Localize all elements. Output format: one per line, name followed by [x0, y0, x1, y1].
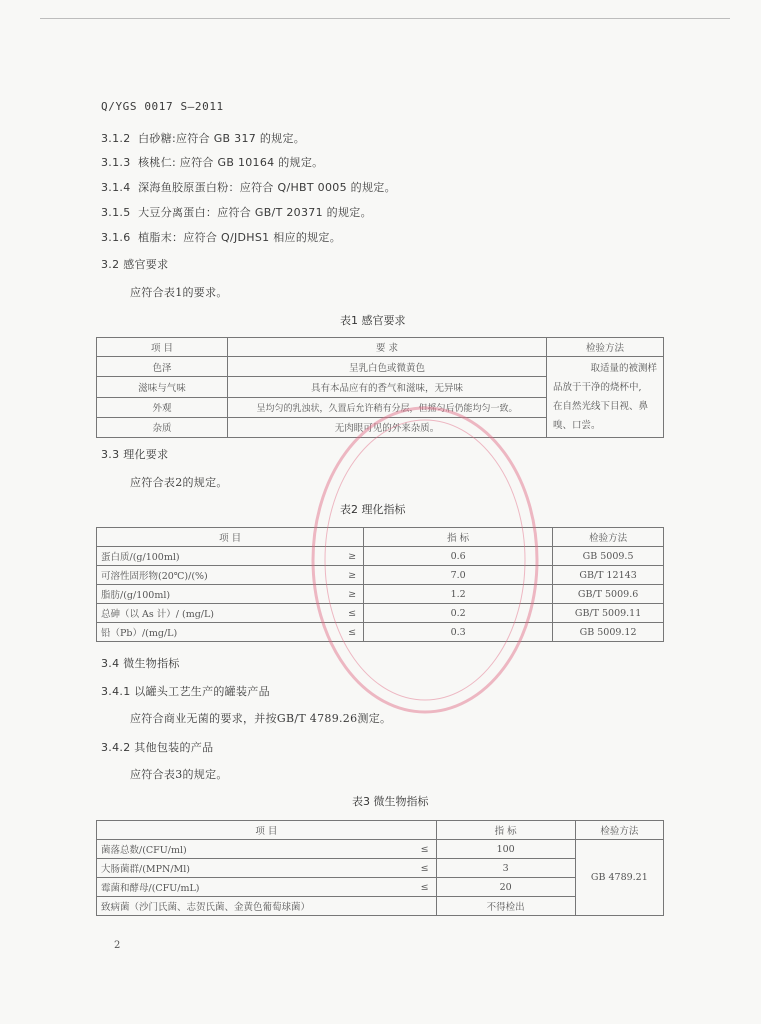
table-cell: 0.2 — [364, 604, 553, 623]
section-text: 应符合表2的规定。 — [130, 476, 228, 489]
table-cell: ≤ — [414, 859, 437, 878]
top-rule — [40, 18, 730, 19]
table-cell: 0.3 — [364, 623, 553, 642]
table-cell: 霉菌和酵母/(CFU/mL) — [97, 878, 414, 897]
table-cell: 7.0 — [364, 566, 553, 585]
table-header: 检验方法 — [553, 528, 664, 547]
table-cell: 3 — [436, 859, 575, 878]
table-cell: 呈乳白色或微黄色 — [228, 357, 547, 377]
table-cell: ≥ — [341, 566, 364, 585]
clause-item: 3.1.5 大豆分离蛋白：应符合 GB/T 20371 的规定。 — [101, 206, 372, 219]
table-cell: 20 — [436, 878, 575, 897]
method-cell: GB 4789.21 — [575, 840, 663, 916]
section-heading: 3.4.1 以罐头工艺生产的罐装产品 — [101, 685, 270, 698]
table-cell: ≤ — [341, 623, 364, 642]
section-heading: 3.2 感官要求 — [101, 258, 169, 271]
table-caption: 表3 微生物指标 — [352, 795, 429, 808]
table-cell: 100 — [436, 840, 575, 859]
table-cell: ≤ — [341, 604, 364, 623]
table-cell: 外观 — [97, 397, 228, 417]
section-text: 应符合表3的规定。 — [130, 768, 228, 781]
microbiology-table — [96, 820, 664, 916]
method-cell: 取适量的被测样 品放于干净的烧杯中, 在自然光线下目视、鼻 嗅、口尝。 — [547, 357, 664, 438]
table-cell: ≤ — [414, 840, 437, 859]
table-cell: 大肠菌群/(MPN/Ml) — [97, 859, 414, 878]
table-header: 要 求 — [228, 338, 547, 357]
table-cell: GB/T 5009.11 — [553, 604, 664, 623]
table-cell: GB/T 5009.6 — [553, 585, 664, 604]
table-cell: 无肉眼可见的外来杂质。 — [228, 417, 547, 437]
table-cell: GB/T 12143 — [553, 566, 664, 585]
table-cell: 色泽 — [97, 357, 228, 377]
table-caption: 表1 感官要求 — [340, 314, 406, 327]
table-cell: 可溶性固形物(20℃)/(%) — [97, 566, 342, 585]
page-number: 2 — [114, 940, 121, 951]
company-seal-stamp — [300, 400, 550, 720]
table-cell: 呈均匀的乳浊状，久置后允许稍有分层，但摇匀后仍能均匀一致。 — [228, 397, 547, 417]
clause-item: 3.1.6 植脂末：应符合 Q/JDHS1 相应的规定。 — [101, 231, 342, 244]
table-cell: GB 5009.5 — [553, 547, 664, 566]
section-heading: 3.4.2 其他包装的产品 — [101, 741, 214, 754]
table-cell: 不得检出 — [436, 897, 575, 916]
table-cell: 0.6 — [364, 547, 553, 566]
section-heading: 3.4 微生物指标 — [101, 657, 180, 670]
table-cell: GB 5009.12 — [553, 623, 664, 642]
table-cell: 脂肪/(g/100ml) — [97, 585, 342, 604]
table-header: 项 目 — [97, 338, 228, 357]
clause-item: 3.1.2 白砂糖:应符合 GB 317 的规定。 — [101, 132, 306, 145]
section-heading: 3.3 理化要求 — [101, 448, 169, 461]
table-header: 检验方法 — [575, 821, 663, 840]
table-cell: 1.2 — [364, 585, 553, 604]
table-cell: 菌落总数/(CFU/ml) — [97, 840, 414, 859]
standard-code: Q/YGS 0017 S—2011 — [101, 100, 224, 113]
clause-item: 3.1.4 深海鱼胶原蛋白粉：应符合 Q/HBT 0005 的规定。 — [101, 181, 396, 194]
table-cell: ≥ — [341, 547, 364, 566]
section-text: 应符合表1的要求。 — [130, 286, 228, 299]
table-cell: 滋味与气味 — [97, 377, 228, 397]
table-cell: ≤ — [414, 878, 437, 897]
table-caption: 表2 理化指标 — [340, 503, 406, 516]
table-header: 检验方法 — [547, 338, 664, 357]
table-cell: ≥ — [341, 585, 364, 604]
table-cell: 总砷（以 As 计）/ (mg/L) — [97, 604, 342, 623]
table-cell: 铅（Pb）/(mg/L) — [97, 623, 342, 642]
clause-item: 3.1.3 核桃仁: 应符合 GB 10164 的规定。 — [101, 156, 324, 169]
table-header: 项 目 — [97, 528, 364, 547]
table-header: 项 目 — [97, 821, 437, 840]
table-cell: 致病菌（沙门氏菌、志贺氏菌、金黄色葡萄球菌） — [97, 897, 437, 916]
table-cell: 杂质 — [97, 417, 228, 437]
section-text: 应符合商业无菌的要求，并按GB/T 4789.26测定。 — [130, 712, 392, 725]
table-header: 指 标 — [436, 821, 575, 840]
table-cell: 蛋白质/(g/100ml) — [97, 547, 342, 566]
table-header: 指 标 — [364, 528, 553, 547]
table-cell: 具有本品应有的香气和滋味，无异味 — [228, 377, 547, 397]
